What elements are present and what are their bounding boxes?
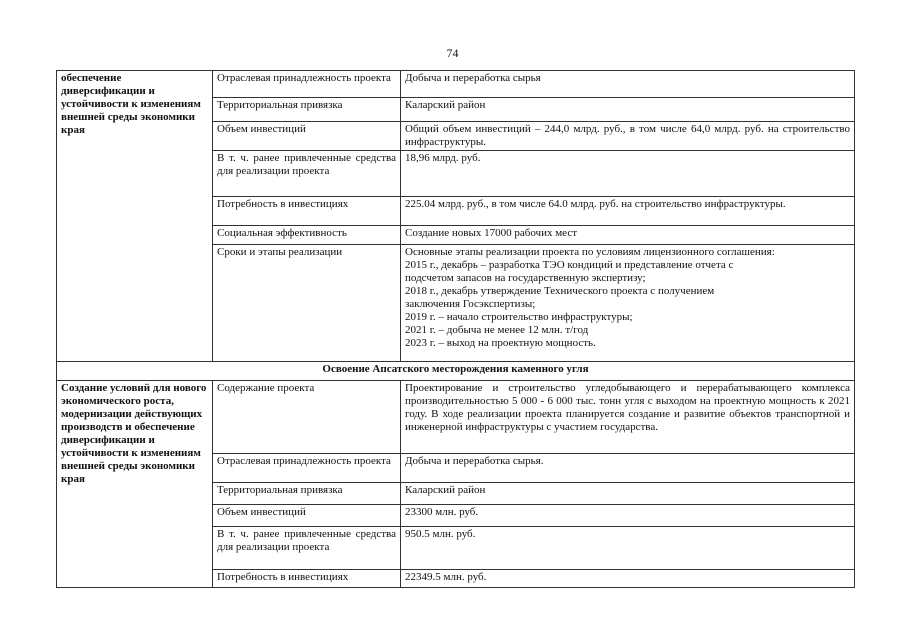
row-value: 23300 млн. руб. (401, 505, 855, 527)
stage-line: 2019 г. – начало строительство инфраструктуры; (405, 311, 633, 323)
table-row (57, 381, 855, 454)
row-label: Потребность в инвестициях (213, 197, 401, 226)
row-label: Отраслевая принадлежность проекта (213, 454, 401, 483)
goal-cell: Создание условий для нового экономического роста, модернизации действующих производств и обеспечение диверсификации и устойчивости к изменениям внешней среды экономики края (57, 381, 213, 588)
row-value: Каларский район (401, 483, 855, 505)
row-value: Добыча и переработка сырья. (401, 454, 855, 483)
row-label: В т. ч. ранее привлеченные средства для реализации проекта (213, 151, 401, 197)
row-value: Создание новых 17000 рабочих мест (401, 226, 855, 245)
row-label: Территориальная привязка (213, 98, 401, 122)
section-title: Освоение Апсатского месторождения каменного угля (57, 362, 855, 381)
row-label: Социальная эффективность (213, 226, 401, 245)
row-value: Каларский район (401, 98, 855, 122)
page-number: 74 (446, 46, 459, 60)
stage-line: 2015 г., декабрь – разработка ТЭО кондиций и представление отчета с (405, 259, 734, 271)
stage-line: 2023 г. – выход на проектную мощность. (405, 337, 596, 349)
row-value: 950.5 млн. руб. (401, 527, 855, 570)
stage-line: 2021 г. – добыча не менее 12 млн. т/год (405, 324, 589, 336)
row-value: Добыча и переработка сырья (401, 71, 855, 98)
row-value: Общий объем инвестиций – 244,0 млрд. руб., в том числе 64,0 млрд. руб. на строительство инфраструктуры. (401, 122, 855, 151)
row-value: 18,96 млрд. руб. (401, 151, 855, 197)
row-label: Объем инвестиций (213, 122, 401, 151)
stage-line: подсчетом запасов на государственную экспертизу; (405, 272, 646, 284)
stage-line: заключения Госэкспертизы; (405, 298, 536, 310)
row-label: Объем инвестиций (213, 505, 401, 527)
row-label: Отраслевая принадлежность проекта (213, 71, 401, 98)
row-label: Содержание проекта (213, 381, 401, 454)
stages-cell (401, 245, 855, 362)
table-row (57, 71, 855, 98)
row-value: Проектирование и строительство угледобывающего и перерабатывающего комплекса производительностью 5 000 - 6 000 тыс. тонн угля с выходом на проектную мощность к 2021 году. В ходе реализации проекта планируется создание и развитие объектов транспортной и инженерной инфраструктуры с участием государства. (401, 381, 855, 454)
row-value: 22349.5 млн. руб. (401, 570, 855, 588)
row-label: Территориальная привязка (213, 483, 401, 505)
stage-line: 2018 г., декабрь утверждение Технического проекта с получением (405, 285, 715, 297)
row-label: В т. ч. ранее привлеченные средства для реализации проекта (213, 527, 401, 570)
row-value: 225.04 млрд. руб., в том числе 64.0 млрд. руб. на строительство инфраструктуры. (401, 197, 855, 226)
goal-cell: обеспечение диверсификации и устойчивости к изменениям внешней среды экономики края (57, 71, 213, 362)
projects-table (56, 70, 855, 588)
table-row (57, 362, 855, 381)
row-label: Сроки и этапы реализации (213, 245, 401, 362)
stage-line: Основные этапы реализации проекта по условиям лицензионного соглашения: (405, 246, 775, 258)
row-label: Потребность в инвестициях (213, 570, 401, 588)
